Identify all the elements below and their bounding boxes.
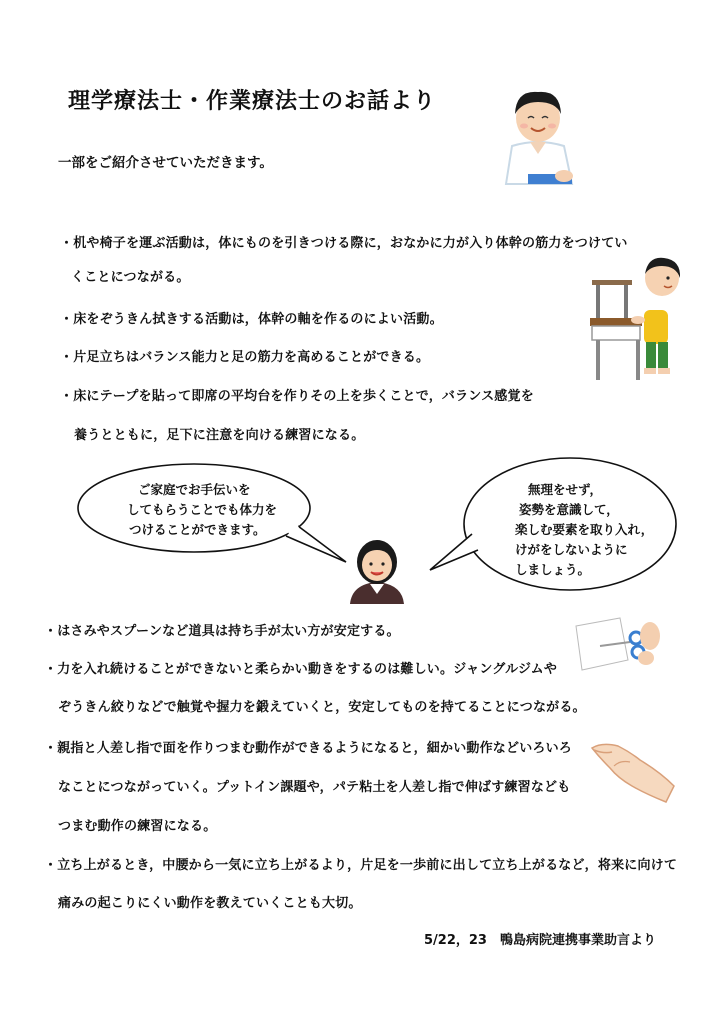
child-carrying-desk-icon <box>588 254 692 384</box>
teacher-woman-icon <box>342 532 412 604</box>
bubble-left-line-2: してもらうことでも体力を <box>127 502 278 517</box>
page-title: 理学療法士・作業療法士のお話より <box>68 89 437 114</box>
therapist-man-icon <box>498 84 582 186</box>
footer-source: 5/22，23 鴨島病院連携事業助言より <box>424 933 656 948</box>
point-5: ・はさみやスプーンなど道具は持ち手が太い方が安定する。 <box>44 624 400 639</box>
bubble-left-line-3: つけることができます。 <box>129 522 266 537</box>
point-3: ・片足立ちはバランス能力と足の筋力を高めることができる。 <box>60 350 430 365</box>
point-8-line-2: 痛みの起こりにくい動作を教えていくことも大切。 <box>58 896 362 911</box>
scissors-cutting-paper-icon <box>574 614 660 674</box>
point-1-line-2: くことにつながる。 <box>71 270 190 285</box>
bubble-left-line-1: ご家庭でお手伝いを <box>138 482 251 497</box>
point-6-line-2: ぞうきん絞りなどで触覚や握力を鍛えていくと，安定してものを持てることにつながる。 <box>58 700 586 715</box>
bubble-right-line-3: 楽しむ要素を取り入れ， <box>515 522 654 537</box>
point-7-line-2: なことにつながっていく。プットイン課題や，パテ粘土を人差し指で伸ばす練習なども <box>58 780 571 795</box>
bubble-right-line-5: しましょう。 <box>515 562 591 577</box>
point-6-line-1: ・力を入れ続けることができないと柔らかい動きをするのは難しい。ジャングルジムや <box>44 662 558 677</box>
bubble-right-line-2: 姿勢を意識して， <box>519 502 619 517</box>
point-7-line-1: ・親指と人差し指で面を作りつまむ動作ができるようになると，細かい動作などいろいろ <box>44 741 573 756</box>
lead-text: 一部をご紹介させていただきます。 <box>58 155 273 171</box>
bubble-right-line-4: けがをしないように <box>515 542 628 557</box>
point-1-line-1: ・机や椅子を運ぶ活動は，体にものを引きつける際に，おなかに力が入り体幹の筋力をつけてい <box>60 236 628 251</box>
point-4-line-2: 養うとともに，足下に注意を向ける練習になる。 <box>74 428 365 443</box>
pinching-fingers-icon <box>590 738 676 804</box>
point-4-line-1: ・床にテープを貼って即席の平均台を作りその上を歩くことで，バランス感覚を <box>60 389 534 404</box>
point-8-line-1: ・立ち上がるとき，中腰から一気に立ち上がるより，片足を一歩前に出して立ち上がるなど，将来に向けて <box>44 858 678 873</box>
point-7-line-3: つまむ動作の練習になる。 <box>58 819 217 834</box>
bubble-right-line-1: 無理をせず， <box>528 482 603 497</box>
point-2: ・床をぞうきん拭きする活動は，体幹の軸を作るのによい活動。 <box>60 312 443 327</box>
